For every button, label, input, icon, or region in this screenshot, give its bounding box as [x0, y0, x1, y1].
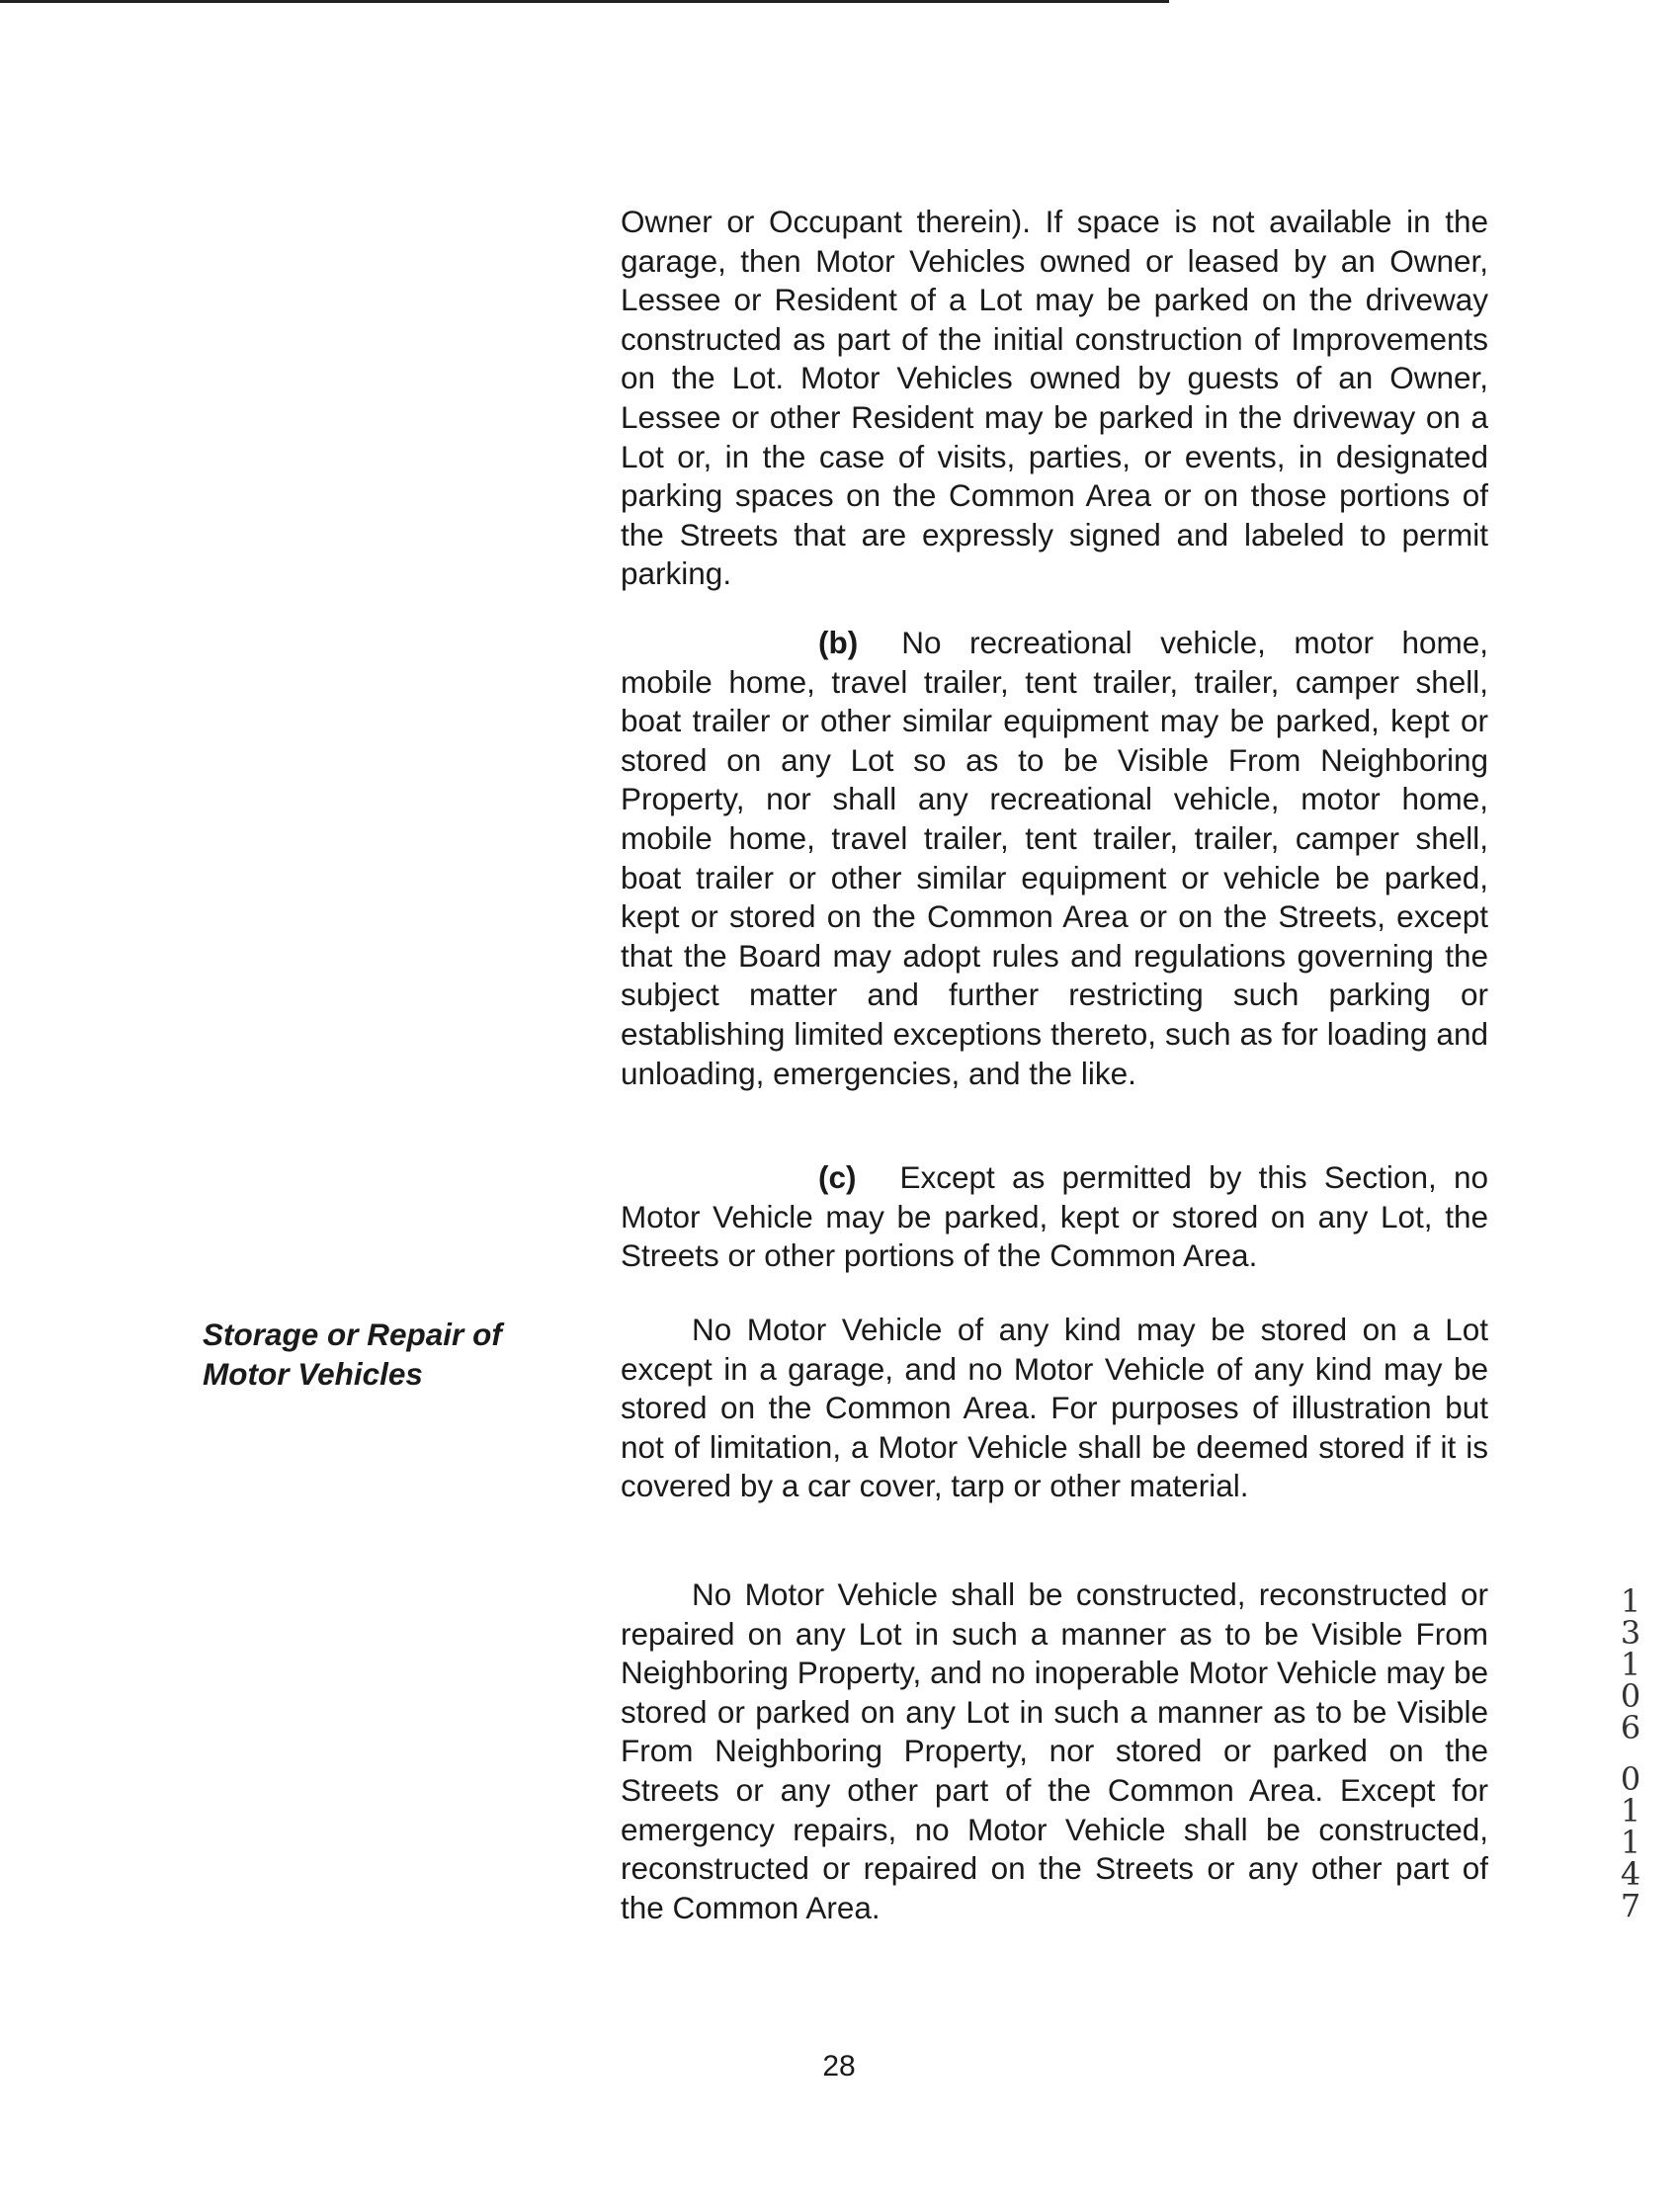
stamp-digit: 1: [1620, 1792, 1641, 1829]
paragraph-text: Owner or Occupant therein). If space is not available in the garage, then Motor Vehicles owned or leased by an Owner, Lessee or Resident of a Lot may be parked on the driveway constructed as part of the initial construction of Improvements on the Lot. Motor Vehicles owned by guests of an Owner, Lessee or other Resident may be parked in the driveway on a Lot or, in the case of visits, parties, or events, in designated parking spaces on the Common Area or on those portions of the Streets that are expressly signed and labeled to permit parking.: [621, 204, 1488, 592]
paragraph-text: No Motor Vehicle shall be constructed, reconstructed or repaired on any Lot in such a manner as to be Visible From Neighboring Property, and no inoperable Motor Vehicle may be stored or parked on any Lot in such a manner as to be Visible From Neighboring Property, nor stored or parked on the Streets or any other part of the Common Area. Except for emergency repairs, no Motor Vehicle shall be constructed, reconstructed or repaired on the Streets or any other part of the Common Area.: [621, 1576, 1488, 1925]
subsection-label-b: (b): [818, 625, 859, 660]
stamp-digit: 1: [1620, 1582, 1641, 1620]
top-rule: [0, 0, 1169, 3]
stamp-digit: 1: [1620, 1646, 1641, 1683]
paragraph-text: No recreational vehicle, motor home, mobile home, travel trailer, tent trailer, trailer, camper shell, boat trailer or other similar equipment may be parked, kept or stored on any Lot so as to be Visible From Neighboring Property, nor shall any recreational vehicle, motor home, mobile home, travel trailer, tent trailer, trailer, camper shell, boat trailer or other similar equipment or vehicle be parked, kept or stored on the Common Area or on the Streets, except that the Board may adopt rules and regulations governing the subject matter and further restricting such parking or establishing limited exceptions thereto, such as for loading and unloading, emergencies, and the like.: [621, 625, 1488, 1091]
stamp-digit: 3: [1620, 1614, 1641, 1652]
paragraph-text: Except as permitted by this Section, no Motor Vehicle may be parked, kept or stored on any Lot, the Streets or other portions of the Common Area.: [621, 1159, 1488, 1274]
stamp-digit: 0: [1620, 1677, 1641, 1715]
paragraph-c: [621, 1158, 1488, 1276]
subsection-label-c: (c): [818, 1159, 857, 1195]
stamp-digit: 6: [1620, 1709, 1641, 1746]
page-number: 28: [822, 2050, 856, 2083]
side-heading-line-2: Motor Vehicles: [203, 1356, 423, 1392]
paragraph-repair: [621, 1575, 1488, 1927]
paragraph-storage: [621, 1311, 1488, 1506]
stamp-digit: 0: [1620, 1760, 1641, 1798]
stamp-digit: 1: [1620, 1824, 1641, 1861]
paragraph-b: [621, 624, 1488, 1093]
stamp-digit: 4: [1620, 1855, 1641, 1893]
recording-stamp: [1611, 1582, 1650, 1924]
stamp-digit: 7: [1620, 1887, 1641, 1924]
side-heading: [203, 1315, 578, 1394]
paragraph-text: No Motor Vehicle of any kind may be stored on a Lot except in a garage, and no Motor Vehicle of any kind may be stored on the Common Area. For purposes of illustration but not of limitation, a Motor Vehicle shall be deemed stored if it is covered by a car cover, tarp or other material.: [621, 1312, 1488, 1504]
side-heading-line-1: Storage or Repair of: [203, 1317, 502, 1352]
paragraph-continuation: [621, 203, 1488, 594]
